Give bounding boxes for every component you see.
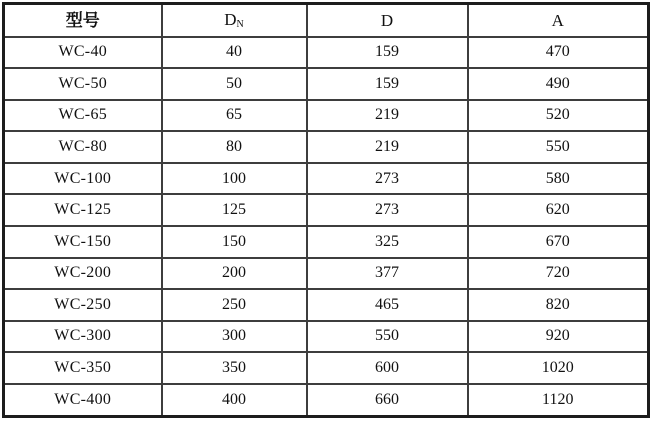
table-row (4, 131, 649, 163)
dn-cell: 80 (162, 131, 307, 163)
d-cell: 660 (307, 384, 468, 417)
d-cell: 159 (307, 68, 468, 100)
dn-cell: 125 (162, 194, 307, 226)
model-cell: WC-100 (4, 163, 162, 195)
a-cell: 580 (468, 163, 649, 195)
table-row (4, 163, 649, 195)
a-cell: 720 (468, 258, 649, 290)
dn-cell: 200 (162, 258, 307, 290)
model-cell: WC-65 (4, 100, 162, 132)
table-row (4, 321, 649, 353)
a-cell: 470 (468, 37, 649, 69)
table-row (4, 384, 649, 417)
dn-cell: 250 (162, 289, 307, 321)
table-row (4, 258, 649, 290)
table-row (4, 194, 649, 226)
d-cell: 273 (307, 194, 468, 226)
model-cell: WC-40 (4, 37, 162, 69)
a-cell: 620 (468, 194, 649, 226)
table-row (4, 100, 649, 132)
dn-cell: 400 (162, 384, 307, 417)
column-header-dn (162, 4, 307, 37)
d-cell: 600 (307, 352, 468, 384)
model-cell: WC-250 (4, 289, 162, 321)
table-row (4, 37, 649, 69)
table-row (4, 289, 649, 321)
spec-table-header (4, 4, 649, 37)
dn-cell: 50 (162, 68, 307, 100)
dn-cell: 150 (162, 226, 307, 258)
dn-main-label: D (224, 9, 237, 29)
spec-table-body (4, 37, 649, 417)
column-header-a: A (468, 4, 649, 37)
model-cell: WC-400 (4, 384, 162, 417)
model-cell: WC-50 (4, 68, 162, 100)
dn-cell: 100 (162, 163, 307, 195)
d-cell: 159 (307, 37, 468, 69)
spec-table (2, 2, 650, 418)
dn-subscript-label: N (236, 18, 244, 30)
a-cell: 670 (468, 226, 649, 258)
a-cell: 820 (468, 289, 649, 321)
model-cell: WC-125 (4, 194, 162, 226)
d-cell: 325 (307, 226, 468, 258)
a-cell: 1120 (468, 384, 649, 417)
model-cell: WC-150 (4, 226, 162, 258)
d-cell: 377 (307, 258, 468, 290)
dn-cell: 40 (162, 37, 307, 69)
table-row (4, 68, 649, 100)
a-cell: 520 (468, 100, 649, 132)
model-cell: WC-80 (4, 131, 162, 163)
header-row (4, 4, 649, 37)
d-cell: 273 (307, 163, 468, 195)
table-row (4, 226, 649, 258)
d-cell: 550 (307, 321, 468, 353)
dn-cell: 65 (162, 100, 307, 132)
model-cell: WC-200 (4, 258, 162, 290)
column-header-model: 型号 (4, 4, 162, 37)
model-cell: WC-350 (4, 352, 162, 384)
a-cell: 550 (468, 131, 649, 163)
a-cell: 920 (468, 321, 649, 353)
a-cell: 490 (468, 68, 649, 100)
column-header-d: D (307, 4, 468, 37)
a-cell: 1020 (468, 352, 649, 384)
model-cell: WC-300 (4, 321, 162, 353)
dn-cell: 300 (162, 321, 307, 353)
d-cell: 219 (307, 100, 468, 132)
table-row (4, 352, 649, 384)
dn-cell: 350 (162, 352, 307, 384)
d-cell: 465 (307, 289, 468, 321)
d-cell: 219 (307, 131, 468, 163)
